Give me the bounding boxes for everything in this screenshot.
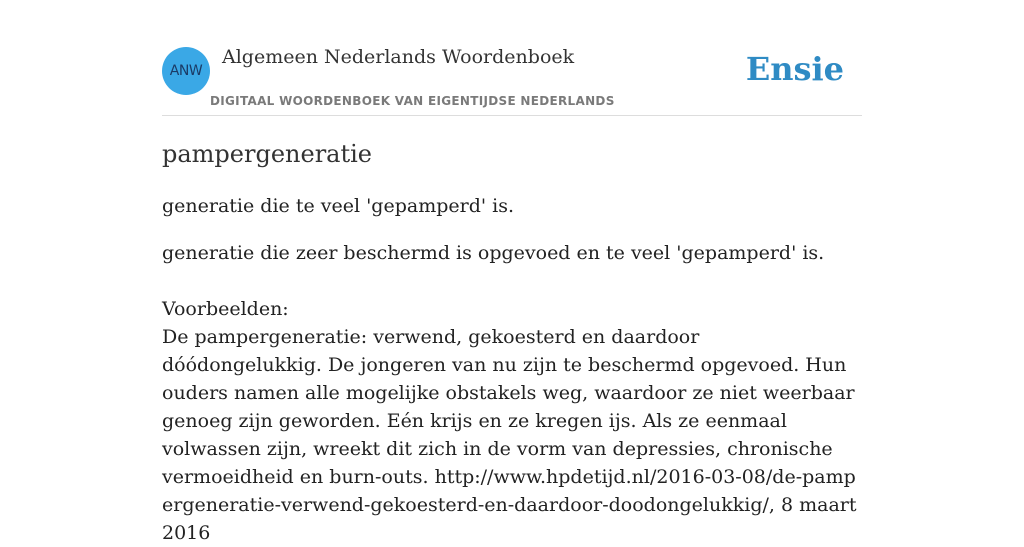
example-date: , 8 maart 2016 [162, 494, 857, 544]
anw-logo[interactable]: ANW [162, 47, 210, 95]
site-subtitle: DIGITAAL WOORDENBOEK VAN EIGENTIJDSE NEDERLANDS [210, 94, 615, 108]
example-text: De pampergeneratie: verwend, gekoesterd en daardoor dóódongelukkig. De jongeren van nu zijn te beschermd opgevoed. Hun ouders namen alle mogelijke obstakels weg, waardoor ze niet weerbaar genoeg zijn geworden. Eén krijs en ze kregen ijs. Als ze eenmaal volwassen zijn, wreekt dit zich in de vorm van depressies, chronische vermoeidheid en burn-outs. [162, 326, 855, 488]
definition-long: generatie die zeer beschermd is opgevoed en te veel 'gepamperd' is. [162, 242, 825, 264]
examples-block [162, 295, 862, 547]
definition-short: generatie die te veel 'gepamperd' is. [162, 195, 514, 217]
examples-label: Voorbeelden: [162, 298, 289, 320]
site-title[interactable]: Algemeen Nederlands Woordenboek [222, 46, 575, 68]
entry-content [162, 138, 862, 547]
entry-word: pampergeneratie [162, 140, 372, 168]
site-header [162, 44, 862, 116]
ensie-brand-link[interactable]: Ensie [745, 50, 844, 88]
example-source-link[interactable]: http://www.hpdetijd.nl/2016-03-08/de-pampergeneratie-verwend-gekoesterd-en-daardoor-doodongelukkig/ [162, 466, 856, 516]
